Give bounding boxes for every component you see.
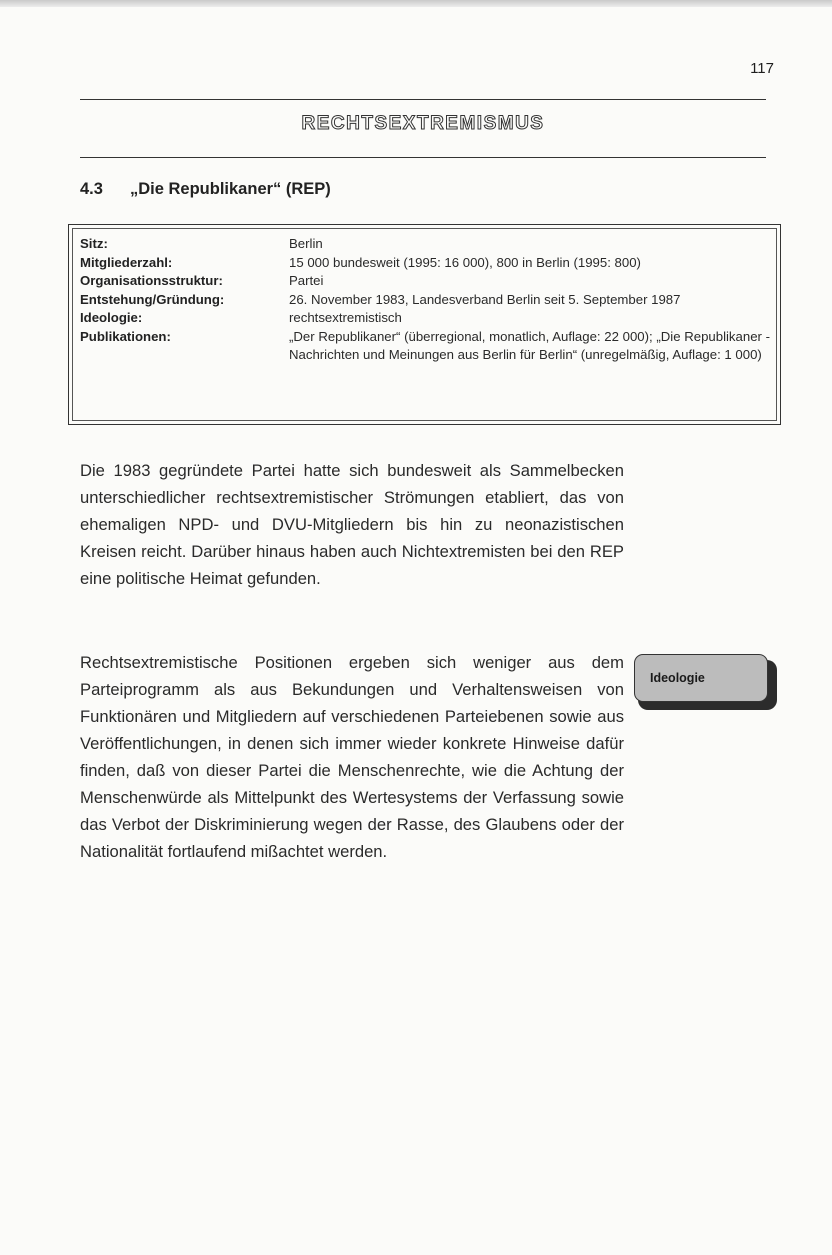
margin-tab-ideologie bbox=[634, 654, 778, 710]
fact-value: Partei bbox=[289, 273, 324, 288]
fact-label: Mitgliederzahl: bbox=[80, 254, 173, 270]
fact-value: rechtsextremistisch bbox=[289, 310, 402, 325]
fact-row-sitz bbox=[80, 235, 770, 254]
fact-table bbox=[80, 235, 770, 365]
fact-row-entstehung bbox=[80, 291, 770, 310]
header-rule-bottom bbox=[80, 157, 766, 158]
fact-row-publikationen bbox=[80, 328, 770, 365]
fact-label: Sitz: bbox=[80, 236, 108, 251]
section-heading bbox=[80, 180, 331, 199]
body-paragraph-1: Die 1983 gegründete Partei hatte sich bundesweit als Sammelbecken unterschiedlicher rechtsextremistischer Strömungen etabliert, das von ehemaligen NPD- und DVU-Mitgliedern bis hin zu neonazistischen Kreisen reicht. Darüber hinaus haben auch Nichtextremisten bei den REP eine politische Heimat gefunden. bbox=[80, 461, 624, 588]
header-rule-top bbox=[80, 99, 766, 100]
section-number: 4.3 bbox=[80, 180, 103, 198]
fact-label: Organisationsstruktur: bbox=[80, 273, 223, 288]
running-head: RECHTSEXTREMISMUS bbox=[301, 113, 545, 134]
page-number: 117 bbox=[750, 60, 774, 77]
fact-row-ideologie bbox=[80, 309, 770, 328]
fact-value: Berlin bbox=[289, 236, 323, 251]
margin-tab-label: Ideologie bbox=[650, 671, 705, 685]
margin-tab-face bbox=[634, 654, 768, 702]
body-paragraph-2: Rechtsextremistische Positionen ergeben sich weniger aus dem Parteiprogramm als aus Bekundungen und Verhaltensweisen von Funktionären und Mitgliedern auf verschiedenen Parteiebenen sowie aus Veröffentlichungen, in denen sich immer wieder konkrete Hinweise dafür finden, daß von dieser Partei die Menschenrechte, wie die Achtung der Menschenwürde als Mittelpunkt des Wertesystems der Verfassung sowie das Verbot der Diskriminierung wegen der Rasse, des Glaubens oder der Nationalität fortlaufend mißachtet werden. bbox=[80, 653, 624, 861]
fact-row-mitgliederzahl bbox=[80, 254, 770, 273]
fact-row-organisationsstruktur bbox=[80, 272, 770, 291]
fact-box bbox=[68, 224, 781, 425]
fact-label: Ideologie: bbox=[80, 310, 143, 325]
fact-value: 15 000 bundesweit (1995: 16 000), 800 in Berlin (1995: 800) bbox=[289, 254, 641, 270]
section-title: „Die Republikaner“ (REP) bbox=[130, 180, 331, 198]
fact-value: „Der Republikaner“ (überregional, monatlich, Auflage: 22 000); „Die Republikaner - Nachrichten und Meinungen aus Berlin für Berlin“ (unregelmäßig, Auflage: 1 000) bbox=[289, 328, 770, 362]
fact-value: 26. November 1983, Landesverband Berlin seit 5. September 1987 bbox=[289, 291, 681, 307]
scan-top-edge bbox=[0, 0, 832, 7]
fact-label: Publikationen: bbox=[80, 328, 171, 344]
fact-label: Entstehung/Gründung: bbox=[80, 291, 225, 307]
